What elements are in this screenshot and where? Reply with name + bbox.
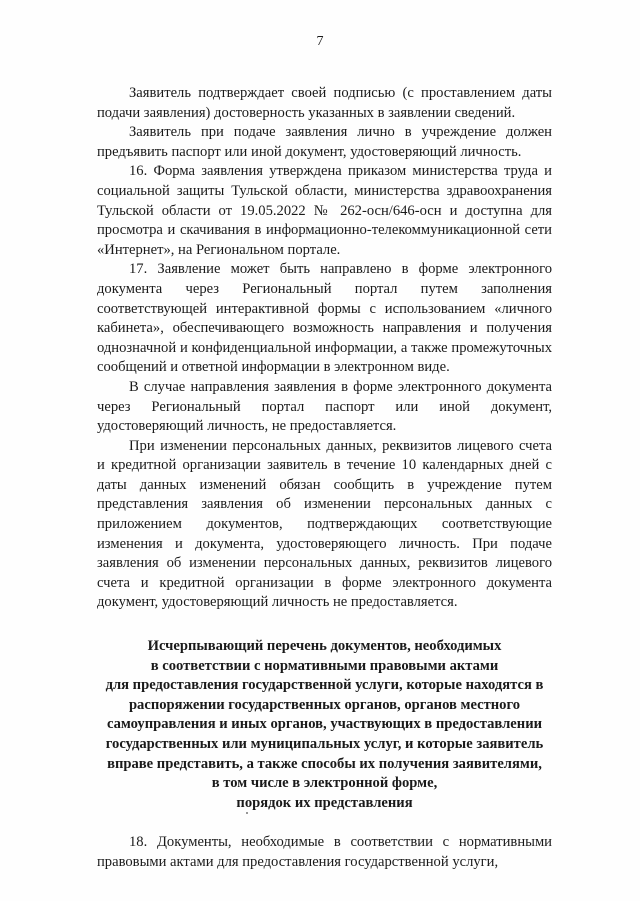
heading-line: в том числе в электронной форме, [211,775,438,792]
heading-line: государственных или муниципальных услуг, и которые заявитель [105,736,544,752]
heading-line: самоуправления и иных органов, участвующих в предоставлении [106,716,543,733]
scan-artifact-dot [246,812,248,814]
document-body [97,84,552,873]
paragraph-16-application-form: 16. Форма заявления утверждена приказом министерства труда и социальной защиты Тульской области, министерства здравоохранения Тульской области от 19.05.2022 № 262-осн/646-осн и доступна для просмотра и скачивания в информационно-телекоммуникационной сети «Интернет», на Региональном портале. [97,163,552,258]
heading-line: вправе представить, а также способы их получения заявителями, [107,755,542,772]
paragraph-18-documents: 18. Документы, необходимые в соответствии с нормативными правовыми актами для предоставления государственной услуги, [97,834,552,870]
page-number: 7 [316,34,324,49]
paragraph-electronic-no-passport: В случае направления заявления в форме электронного документа через Региональный портал паспорт или иной документ, удостоверяющий личность, не предоставляется. [97,378,552,435]
paragraph-personal-data-changes: При изменении персональных данных, реквизитов лицевого счета и кредитной организации заявитель в течение 10 календарных дней с даты данных изменений обязан сообщить в учреждение путем представления заявления об изменении персональных данных с приложением документов, подтверждающих соответствующие изменения и документа, удостоверяющего личность. При подаче заявления об изменении персональных данных, реквизитов лицевого счета и кредитной организации в форме электронного документа документ, удостоверяющий личность не предоставляется. [97,437,552,611]
heading-line: распоряжении государственных органов, органов местного [128,696,521,713]
paragraph-passport-presentation: Заявитель при подаче заявления лично в учреждение должен предъявить паспорт или иной документ, удостоверяющий личность. [97,124,552,160]
heading-line: порядок их представления [236,794,413,811]
heading-line: для предоставления государственной услуги, которые находятся в [105,677,544,694]
heading-line: Исчерпывающий перечень документов, необходимых [147,638,502,655]
heading-line: в соответствии с нормативными правовыми актами [150,657,499,674]
paragraph-signature-confirmation: Заявитель подтверждает своей подписью (с проставлением даты подачи заявления) достоверность указанных в заявлении сведений. [97,85,552,121]
section-heading [97,637,552,813]
paragraph-17-electronic-submission: 17. Заявление может быть направлено в форме электронного документа через Региональный портал путем заполнения соответствующей интерактивной формы с использованием «личного кабинета», обеспечивающего возможность направления и получения однозначной и конфиденциальной информации, а также промежуточных сообщений и ответной информации в электронном виде. [97,261,552,376]
